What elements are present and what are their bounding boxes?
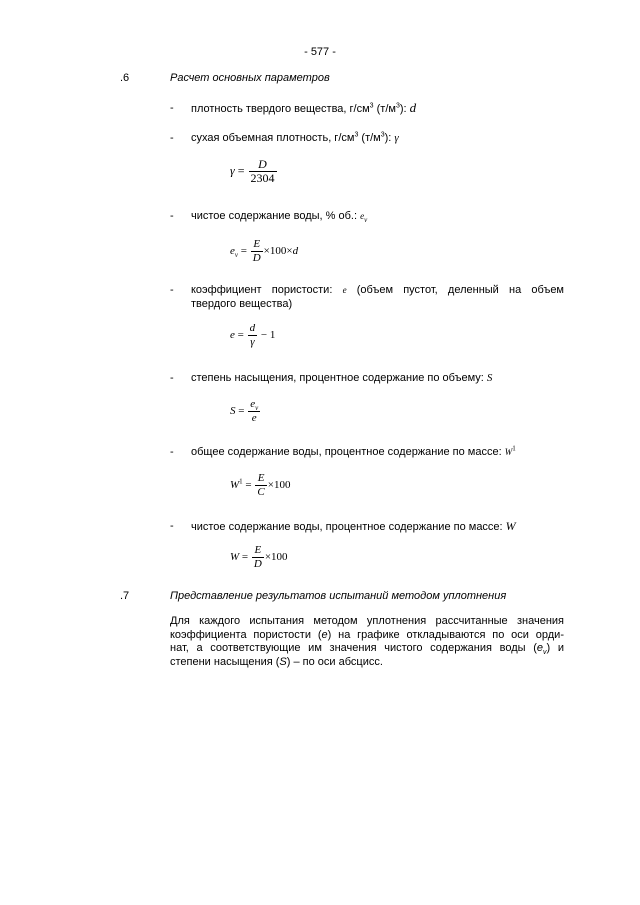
fraction [249, 158, 277, 185]
numerator-sub: v [255, 404, 259, 413]
para-symbol-ev: e [536, 642, 544, 655]
para-text: ) на графике откладываются по оси орди- [327, 628, 564, 641]
denominator: γ [248, 335, 258, 349]
formula-rest: ×100 [267, 479, 291, 492]
formula-lhs: γ [230, 163, 235, 178]
section-7-title: Представление результатов испытаний методом уплотнения [170, 590, 507, 602]
superscript: 3 [395, 102, 400, 110]
fraction [248, 398, 260, 425]
item-text: сухая объемная плотность, г/см [191, 132, 355, 144]
numerator: d [249, 322, 256, 334]
para-line [170, 642, 564, 656]
formula-eq: = [234, 329, 247, 342]
item-text: коэффициент пористости: [191, 284, 343, 296]
para-line [170, 656, 564, 670]
item-dash: - [170, 132, 174, 144]
item-net-water-mass [191, 519, 516, 534]
item-text: (т/м [358, 132, 381, 144]
fraction [248, 322, 258, 349]
item-text: плотность твердого вещества, г/см [191, 103, 370, 115]
para-text: коэффициента пористости ( [170, 628, 322, 641]
formula-lhs: e [230, 329, 235, 342]
item-porosity-line2: твердого вещества) [191, 298, 293, 310]
section-6-title: Расчет основных параметров [170, 72, 330, 84]
item-text: ): [399, 103, 410, 115]
page-number: - 577 - [304, 46, 336, 58]
superscript: 3 [380, 131, 385, 139]
denominator: 2304 [250, 171, 275, 185]
item-saturation [191, 371, 492, 385]
item-dry-density [191, 131, 399, 145]
symbol-e: e [360, 211, 365, 221]
para-text: ) – по оси абсцисс. [286, 655, 383, 668]
denominator: D [253, 558, 262, 570]
numerator: E [254, 544, 262, 556]
symbol-s: S [486, 372, 493, 384]
formula-var: d [292, 245, 299, 258]
formula-rest: − 1 [258, 329, 276, 342]
symbol-w: W [505, 519, 516, 533]
formula-ev [230, 238, 298, 265]
symbol-sub: v [364, 216, 368, 225]
para-text: степени насыщения ( [170, 655, 280, 668]
symbol-d: d [409, 100, 417, 115]
item-text: чистое содержание воды, процентное содержание по массе: [191, 521, 506, 533]
formula-w1 [230, 472, 290, 499]
formula-eq: = [242, 479, 255, 492]
formula-s [230, 398, 261, 425]
para-line: Для каждого испытания методом уплотнения рассчитанные значения [170, 615, 564, 627]
numerator-var: e [250, 398, 256, 410]
denominator: e [248, 411, 260, 425]
item-text: чистое содержание воды, % об.: [191, 210, 361, 222]
item-dash: - [170, 446, 174, 458]
symbol-w: W [504, 447, 513, 457]
formula-eq: = [238, 245, 250, 258]
formula-w [230, 544, 288, 571]
item-net-water-volume [191, 209, 367, 223]
para-symbol-e: e [321, 628, 328, 641]
symbol-e: e [342, 285, 347, 295]
para-text: ) и [546, 642, 564, 655]
section-6-number: .6 [120, 72, 130, 84]
formula-lhs: W [230, 479, 240, 492]
item-dash: - [170, 210, 174, 222]
item-solid-density [191, 101, 416, 116]
formula-rest: ×100× [263, 245, 293, 258]
symbol-gamma: γ [394, 132, 399, 144]
formula-eq: = [239, 551, 251, 564]
superscript: 3 [354, 131, 359, 139]
fraction [255, 472, 266, 499]
formula-lhs: W [230, 551, 240, 564]
numerator: E [253, 238, 261, 250]
item-dash: - [170, 102, 174, 114]
formula-e [230, 322, 275, 349]
item-dash: - [170, 372, 174, 384]
item-dash: - [170, 520, 174, 532]
denominator: C [257, 486, 265, 498]
para-symbol-s: S [279, 655, 287, 668]
item-text: (т/м [373, 103, 396, 115]
item-total-water-mass [191, 445, 516, 459]
item-text: ): [384, 132, 395, 144]
section-7-paragraph [170, 615, 564, 669]
numerator: D [258, 157, 267, 171]
superscript: 3 [369, 102, 374, 110]
denominator: D [252, 252, 261, 264]
fraction [251, 238, 263, 265]
formula-gamma [230, 158, 278, 185]
para-symbol-sub: v [543, 649, 547, 657]
symbol-sup: 1 [512, 444, 516, 453]
formula-sup: 1 [239, 477, 243, 486]
formula-eq: = [235, 405, 248, 418]
para-line [170, 629, 564, 643]
para-text: нат, а соответствующие им значения чистого содержания воды ( [170, 642, 537, 655]
item-text: степень насыщения, процентное содержание по объему: [191, 372, 487, 384]
item-text: (объем пустот, деленный на объем [346, 284, 564, 296]
formula-lhs: S [230, 405, 236, 418]
numerator: E [257, 472, 265, 484]
item-text: общее содержание воды, процентное содержание по массе: [191, 446, 505, 458]
formula-lhs: e [230, 245, 235, 258]
section-7-number: .7 [120, 590, 130, 602]
item-dash: - [170, 284, 174, 296]
formula-rest: ×100 [264, 551, 288, 564]
numerator [248, 398, 260, 411]
item-porosity [191, 283, 564, 297]
formula-sub: v [234, 251, 238, 260]
fraction [252, 544, 264, 571]
formula-eq: = [234, 163, 248, 178]
